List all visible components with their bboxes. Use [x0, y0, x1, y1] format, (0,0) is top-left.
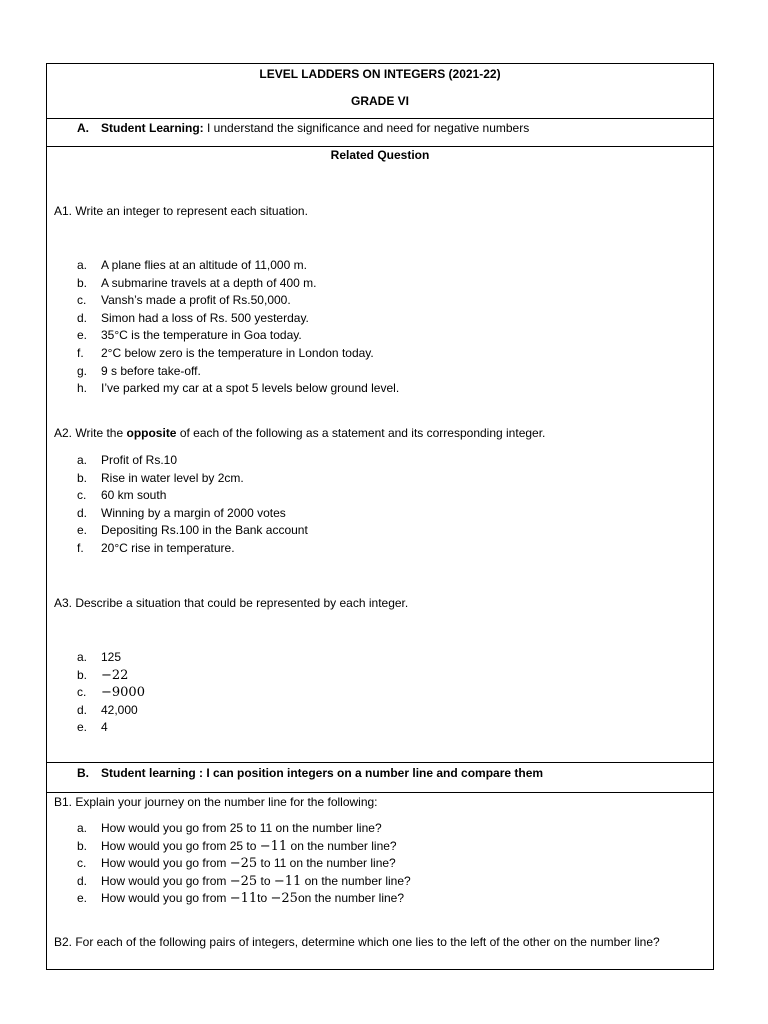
question-a1: A1. Write an integer to represent each situation. [54, 204, 308, 218]
grade-label: GRADE VI [350, 94, 409, 108]
related-question-label: Related Question [330, 148, 430, 162]
divider [47, 792, 713, 793]
divider [47, 762, 713, 763]
question-b1: B1. Explain your journey on the number line for the following: [54, 795, 378, 809]
section-b-marker: B. [77, 766, 89, 780]
section-a-heading [101, 121, 529, 135]
divider [47, 146, 713, 147]
question-a3: A3. Describe a situation that could be represented by each integer. [54, 596, 409, 610]
question-a2: A2. Write the opposite of each of the following as a statement and its corresponding integer. [54, 426, 546, 440]
question-b2: B2. For each of the following pairs of integers, determine which one lies to the left of the other on the number line? [54, 935, 660, 949]
emphasis-opposite: opposite [126, 426, 177, 440]
worksheet-table: LEVEL LADDERS ON INTEGERS (2021-22) GRADE VI A. Student Learning: I understand the significance and need for negative numbers Related Question A1. Write an integer to represent each situation. a. A plane flies at an altitude of 11,000 m. b. A submarine travels at a depth of 400 m. c. Vansh’s made a profit of Rs.50,000. d. Simon had a loss of Rs. 500 yesterday. e. 35°C is the temperature in Goa today. f. 2°C below zero is the temperature in London today. g. 9 s before take-off. h. I’ve parked my car at a spot 5 levels below ground level. A2. Write the opposite of each of the following as a statement and its corresponding integer. a. Profit of Rs.10 b. Rise in water level by 2cm. c. 60 km south d. Winning by a margin of 2000 votes e. Depositing Rs.100 in the Bank account f. 20°C rise in temperature. A3. Describe a situation that could be represented by each integer. a. 125 b. −22 c. −9000 d. 42,000 e. 4 B. Student learning : I can position integers on a number line and compare them B1. Explain your journey on the number line for the following: a. How would you go from 25 to 11 on the number line? b. How would you go from 25 to −11 on the number line? c. How would you go from −25 to 11 on the number line? d. How would you go from −25 to −11 on the number line? e. How would you go from −11to −25on the number line? B2. For each of the following pairs of integers, determine which one lies to the left of the other on the number line? [46, 63, 714, 970]
section-a-label: Student Learning: [101, 121, 204, 135]
section-b-heading: Student learning : I can position integers on a number line and compare them [101, 766, 544, 780]
section-a-marker: A. [77, 121, 89, 135]
section-a-text: I understand the significance and need for negative numbers [203, 121, 530, 135]
worksheet-title: LEVEL LADDERS ON INTEGERS (2021-22) [259, 67, 501, 81]
divider [47, 118, 713, 119]
